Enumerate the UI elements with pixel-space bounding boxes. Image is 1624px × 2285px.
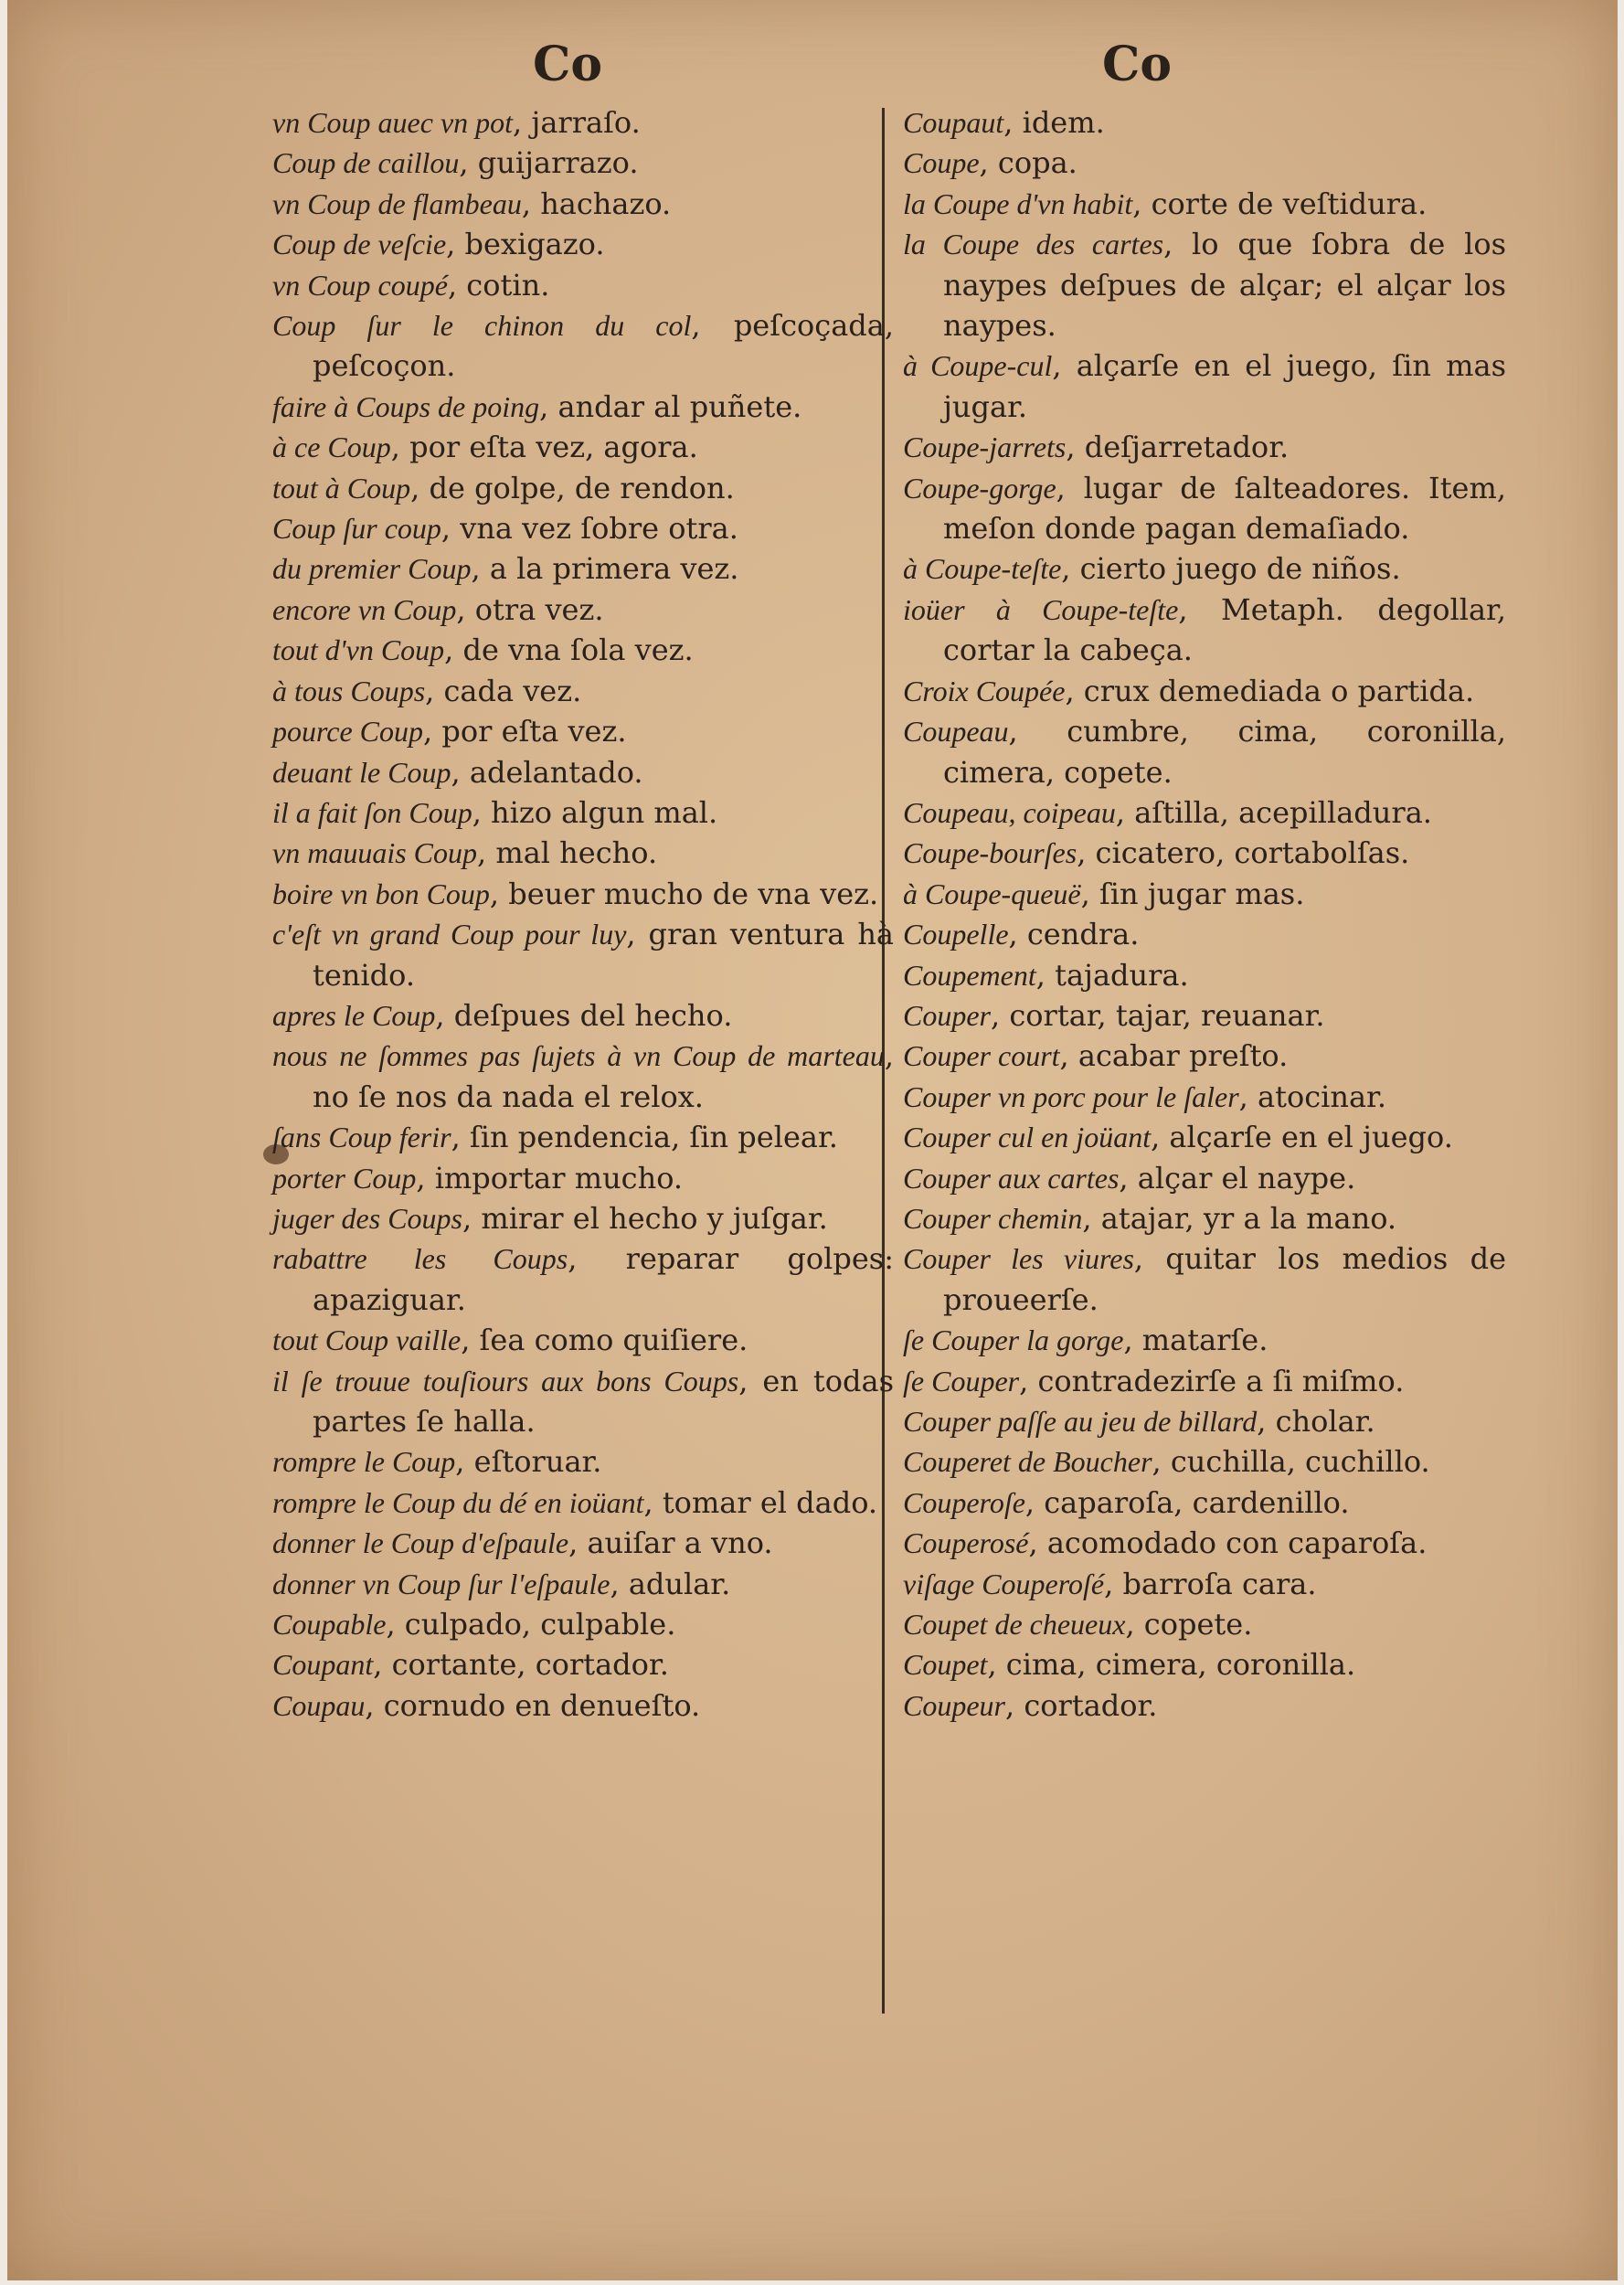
- entry-definition: , alçarſe en el juego, ſin mas jugar.: [943, 348, 1507, 424]
- entry-definition: , hachazo.: [521, 186, 672, 221]
- dictionary-entry: [272, 1117, 894, 1157]
- entry-definition: , alçar el naype.: [1119, 1160, 1356, 1196]
- dictionary-entry: [903, 1320, 1506, 1360]
- dictionary-entry: [272, 1685, 894, 1726]
- entry-definition: , lugar de ſalteadores. Item, meſon donde pagan demaſiado.: [943, 470, 1506, 547]
- entry-definition: , idem.: [1003, 105, 1105, 140]
- entry-headword: ſans Coup ferir: [272, 1121, 451, 1154]
- entry-definition: , deſjarretador.: [1066, 430, 1290, 465]
- entry-definition: , crux demediada o partida.: [1065, 673, 1475, 708]
- entry-definition: , tajadura.: [1035, 957, 1189, 993]
- dictionary-entry: [272, 1564, 894, 1604]
- entry-headword: tout Coup vaille: [272, 1323, 462, 1357]
- entry-definition: , adular.: [610, 1566, 731, 1601]
- entry-headword: Couperet de Boucher: [903, 1445, 1152, 1479]
- entry-headword: vn Coup auec vn pot: [272, 106, 514, 139]
- entry-definition: , contradezirſe a ſi miſmo.: [1019, 1363, 1405, 1398]
- entry-headword: Couper les viures: [903, 1242, 1134, 1276]
- entry-headword: boire vn bon Coup: [272, 877, 490, 910]
- entry-headword: pource Coup: [272, 715, 424, 749]
- dictionary-entry: [903, 1198, 1506, 1238]
- dictionary-entry: [903, 874, 1506, 914]
- entry-headword: la Coupe des cartes: [903, 228, 1164, 261]
- dictionary-entry: [903, 792, 1506, 833]
- entry-headword: deuant le Coup: [272, 755, 451, 789]
- entry-headword: à tous Coups: [272, 674, 426, 707]
- entry-definition: , copa.: [979, 145, 1077, 181]
- entry-definition: , cortador.: [1005, 1687, 1158, 1723]
- dictionary-entry: [272, 1238, 894, 1320]
- dictionary-entry: [903, 671, 1506, 711]
- entry-definition: , cicatero, cortabolſas.: [1077, 835, 1410, 871]
- dictionary-entry: [903, 1238, 1506, 1320]
- entry-headword: ſe Couper: [903, 1364, 1020, 1398]
- entry-headword: Couper paſſe au jeu de billard: [903, 1405, 1258, 1438]
- entry-definition: , cumbre, cima, coronilla, cimera, copete.: [943, 714, 1506, 790]
- entry-headword: la Coupe d'vn habit: [903, 186, 1133, 220]
- entry-headword: encore vn Coup: [272, 592, 457, 626]
- dictionary-entry: [903, 1644, 1506, 1685]
- entry-definition: , de vna ſola vez.: [444, 632, 694, 668]
- dictionary-entry: [903, 1401, 1506, 1441]
- dictionary-entry: [272, 1644, 894, 1685]
- dictionary-entry: [272, 1158, 894, 1198]
- entry-headword: tout d'vn Coup: [272, 633, 445, 667]
- entry-definition: , a la primera vez.: [471, 551, 739, 587]
- entry-headword: Couper cul en joüant: [903, 1121, 1152, 1154]
- entry-headword: Coupeau: [903, 715, 1009, 749]
- entry-definition: , cholar.: [1257, 1404, 1375, 1439]
- entry-headword: rompre le Coup du dé en ioüant: [272, 1485, 644, 1519]
- entry-definition: , caparoſa, cardenillo.: [1024, 1484, 1350, 1520]
- dictionary-entry: [272, 1604, 894, 1644]
- entry-definition: , aſtilla, acepilladura.: [1115, 794, 1432, 830]
- dictionary-entry: [903, 548, 1506, 589]
- entry-definition: , por eſta vez.: [423, 714, 627, 749]
- page-header-left: Co: [533, 37, 603, 92]
- entry-definition: , corte de veſtidura.: [1132, 186, 1428, 221]
- dictionary-entry: [272, 711, 894, 751]
- entry-headword: à Coupe-teſte: [903, 552, 1062, 586]
- entry-headword: Coup de veſcie: [272, 228, 447, 261]
- dictionary-entry: [903, 1361, 1506, 1401]
- entry-definition: , otra vez.: [456, 591, 604, 627]
- entry-headword: vn Coup coupé: [272, 268, 448, 302]
- dictionary-entry: [272, 184, 894, 224]
- dictionary-entry: [903, 184, 1506, 224]
- entry-headword: Coupe-bourſes: [903, 836, 1077, 870]
- entry-definition: , lo que ſobra de los naypes deſpues de alçar; el alçar los naypes.: [943, 227, 1507, 344]
- dictionary-entry: [903, 224, 1506, 345]
- entry-definition: , atocinar.: [1238, 1079, 1386, 1114]
- dictionary-entry: [272, 102, 894, 143]
- entry-headword: Couperosé: [903, 1526, 1029, 1560]
- entry-definition: , cima, cimera, coronilla.: [987, 1647, 1356, 1683]
- entry-definition: , cortar, tajar, reuanar.: [991, 997, 1325, 1033]
- dictionary-entry: [903, 143, 1506, 183]
- right-column: [903, 102, 1506, 1726]
- entry-definition: , ſea como quiſiere.: [461, 1323, 748, 1358]
- dictionary-entry: [272, 427, 894, 467]
- entry-headword: à Coupe-queuë: [903, 877, 1081, 910]
- entry-definition: , alçarſe en el juego.: [1151, 1120, 1453, 1155]
- entry-definition: , copete.: [1125, 1607, 1253, 1642]
- entry-definition: , jarraſo.: [513, 105, 641, 140]
- entry-headword: Coupeau, coipeau: [903, 795, 1116, 829]
- entry-headword: Coupet: [903, 1648, 988, 1682]
- dictionary-entry: [272, 1036, 894, 1117]
- entry-headword: Couper court: [903, 1039, 1060, 1073]
- dictionary-entry: [272, 874, 894, 914]
- entry-headword: Coup ſur coup: [272, 512, 441, 546]
- dictionary-entry: [903, 1077, 1506, 1117]
- entry-headword: rabattre les Coups: [272, 1242, 568, 1276]
- entry-definition: , guijarrazo.: [459, 145, 639, 181]
- left-column: [272, 102, 894, 1726]
- entry-headword: Coupaut: [903, 106, 1004, 139]
- dictionary-entry: [903, 1483, 1506, 1523]
- entry-headword: Couper: [903, 998, 991, 1032]
- dictionary-entry: [903, 995, 1506, 1036]
- entry-definition: , bexigazo.: [446, 227, 605, 262]
- entry-definition: , auiſar a vno.: [568, 1525, 773, 1561]
- entry-definition: , culpado, culpable.: [386, 1607, 676, 1642]
- dictionary-entry: [272, 833, 894, 873]
- dictionary-entry: [903, 1441, 1506, 1482]
- entry-headword: vn mauuais Coup: [272, 836, 477, 870]
- dictionary-entry: [272, 995, 894, 1036]
- dictionary-entry: [272, 468, 894, 508]
- dictionary-entry: [903, 711, 1506, 792]
- entry-headword: juger des Coups: [272, 1201, 462, 1235]
- dictionary-entry: [903, 102, 1506, 143]
- entry-definition: , por eſta vez, agora.: [390, 430, 698, 465]
- page-header-right: Co: [1102, 37, 1173, 92]
- entry-definition: , cotin.: [447, 267, 550, 303]
- dictionary-entry: [272, 1523, 894, 1563]
- entry-definition: , no ſe nos da nada el relox.: [313, 1038, 894, 1114]
- entry-definition: , vna vez ſobre otra.: [440, 511, 738, 547]
- entry-headword: à Coupe-cul: [903, 349, 1053, 383]
- dictionary-page: [7, 0, 1618, 2280]
- entry-definition: , acabar preſto.: [1059, 1038, 1289, 1074]
- entry-headword: Coupet de cheueux: [903, 1608, 1126, 1642]
- entry-headword: c'eſt vn grand Coup pour luy: [272, 918, 627, 951]
- entry-headword: apres le Coup: [272, 998, 436, 1032]
- entry-definition: , cornudo en denueſto.: [365, 1687, 701, 1723]
- entry-headword: rompre le Coup: [272, 1445, 456, 1479]
- entry-definition: , peſcoçada, peſcoçon.: [313, 308, 895, 384]
- entry-headword: Coupe: [903, 146, 980, 180]
- entry-headword: à ce Coup: [272, 430, 391, 464]
- entry-headword: Coupau: [272, 1688, 366, 1722]
- entry-headword: il a fait ſon Coup: [272, 795, 472, 829]
- dictionary-entry: [272, 590, 894, 630]
- entry-definition: , tomar el dado.: [643, 1484, 878, 1520]
- entry-headword: ſe Couper la gorge: [903, 1323, 1124, 1357]
- dictionary-entry: [272, 1361, 894, 1442]
- dictionary-entry: [903, 955, 1506, 995]
- entry-definition: , barroſa cara.: [1104, 1566, 1317, 1601]
- entry-definition: , mal hecho.: [477, 835, 658, 871]
- entry-headword: Couper aux cartes: [903, 1161, 1120, 1195]
- dictionary-entry: [903, 1158, 1506, 1198]
- dictionary-entry: [272, 224, 894, 264]
- entry-headword: il ſe trouue touſiours aux bons Coups: [272, 1364, 739, 1398]
- entry-definition: , ſin jugar mas.: [1080, 876, 1305, 911]
- entry-definition: , cada vez.: [425, 673, 582, 708]
- entry-headword: Coup ſur le chinon du col: [272, 309, 692, 343]
- entry-definition: , beuer mucho de vna vez.: [489, 876, 879, 911]
- entry-headword: du premier Coup: [272, 552, 472, 586]
- dictionary-entry: [903, 345, 1506, 427]
- entry-definition: , andar al puñete.: [539, 388, 802, 424]
- entry-headword: Coupeur: [903, 1688, 1005, 1722]
- entry-definition: , matarſe.: [1123, 1323, 1268, 1358]
- dictionary-entry: [272, 265, 894, 305]
- entry-definition: , mirar el hecho y juſgar.: [462, 1200, 828, 1236]
- entry-definition: , cierto juego de niños.: [1061, 551, 1401, 587]
- entry-headword: Couper chemin: [903, 1201, 1083, 1235]
- dictionary-entry: [903, 1604, 1506, 1644]
- entry-definition: , adelantado.: [451, 754, 643, 790]
- dictionary-entry: [272, 1441, 894, 1482]
- dictionary-entry: [903, 1685, 1506, 1726]
- entry-definition: , cendra.: [1008, 917, 1140, 952]
- dictionary-entry: [272, 143, 894, 183]
- entry-definition: , Metaph. degollar, cortar la cabeça.: [943, 591, 1507, 668]
- dictionary-entry: [903, 590, 1506, 671]
- entry-definition: , en todas partes ſe halla.: [313, 1363, 894, 1439]
- dictionary-entry: [272, 508, 894, 548]
- dictionary-entry: [903, 1117, 1506, 1157]
- entry-headword: Couper vn porc pour le ſaler: [903, 1079, 1239, 1113]
- entry-headword: Croix Coupée: [903, 674, 1066, 707]
- dictionary-entry: [272, 914, 894, 995]
- dictionary-entry: [272, 1198, 894, 1238]
- dictionary-entry: [272, 305, 894, 387]
- entry-headword: vn Coup de flambeau: [272, 186, 522, 220]
- dictionary-entry: [272, 671, 894, 711]
- entry-headword: viſage Couperoſé: [903, 1567, 1105, 1600]
- entry-headword: Coupant: [272, 1648, 374, 1682]
- dictionary-entry: [903, 427, 1506, 467]
- entry-definition: , acomodado con caparoſa.: [1028, 1525, 1428, 1561]
- dictionary-entry: [272, 1483, 894, 1523]
- dictionary-entry: [903, 1523, 1506, 1563]
- dictionary-entry: [272, 387, 894, 427]
- entry-definition: , atajar, yr a la mano.: [1082, 1200, 1397, 1236]
- entry-definition: , importar mucho.: [416, 1160, 684, 1196]
- entry-headword: Coupe-gorge: [903, 471, 1056, 505]
- entry-headword: tout à Coup: [272, 471, 411, 505]
- dictionary-entry: [903, 1564, 1506, 1604]
- entry-headword: donner vn Coup ſur l'eſpaule: [272, 1567, 610, 1600]
- entry-definition: , deſpues del hecho.: [435, 997, 733, 1033]
- entry-definition: , de golpe, de rendon.: [410, 470, 735, 505]
- entry-definition: , quitar los medios de proueerſe.: [943, 1241, 1506, 1317]
- entry-headword: Coupe-jarrets: [903, 430, 1067, 464]
- dictionary-entry: [272, 752, 894, 792]
- dictionary-entry: [903, 468, 1506, 549]
- dictionary-entry: [272, 548, 894, 589]
- dictionary-entry: [903, 1036, 1506, 1076]
- entry-headword: faire à Coups de poing: [272, 389, 540, 423]
- entry-definition: , ſin pendencia, ſin pelear.: [451, 1120, 838, 1155]
- entry-definition: , cuchilla, cuchillo.: [1152, 1444, 1430, 1480]
- entry-definition: , gran ventura hà tenido.: [313, 917, 895, 993]
- entry-headword: Coupable: [272, 1608, 387, 1642]
- entry-headword: nous ne ſommes pas ſujets à vn Coup de marteau: [272, 1039, 885, 1073]
- entry-headword: Coup de caillou: [272, 146, 460, 180]
- dictionary-entry: [272, 630, 894, 670]
- dictionary-entry: [272, 792, 894, 833]
- entry-headword: porter Coup: [272, 1161, 417, 1195]
- entry-definition: , cortante, cortador.: [373, 1647, 669, 1683]
- entry-definition: , reparar golpes: apaziguar.: [313, 1241, 895, 1317]
- entry-headword: Coupelle: [903, 918, 1009, 951]
- entry-definition: , hizo algun mal.: [472, 794, 718, 830]
- dictionary-entry: [272, 1320, 894, 1360]
- entry-definition: , eſtoruar.: [455, 1444, 602, 1480]
- entry-headword: donner le Coup d'eſpaule: [272, 1526, 569, 1560]
- dictionary-entry: [903, 833, 1506, 873]
- entry-headword: Coupement: [903, 958, 1036, 992]
- entry-headword: Couperoſe: [903, 1485, 1025, 1519]
- dictionary-entry: [903, 914, 1506, 954]
- entry-headword: ioüer à Coupe-teſte: [903, 592, 1179, 626]
